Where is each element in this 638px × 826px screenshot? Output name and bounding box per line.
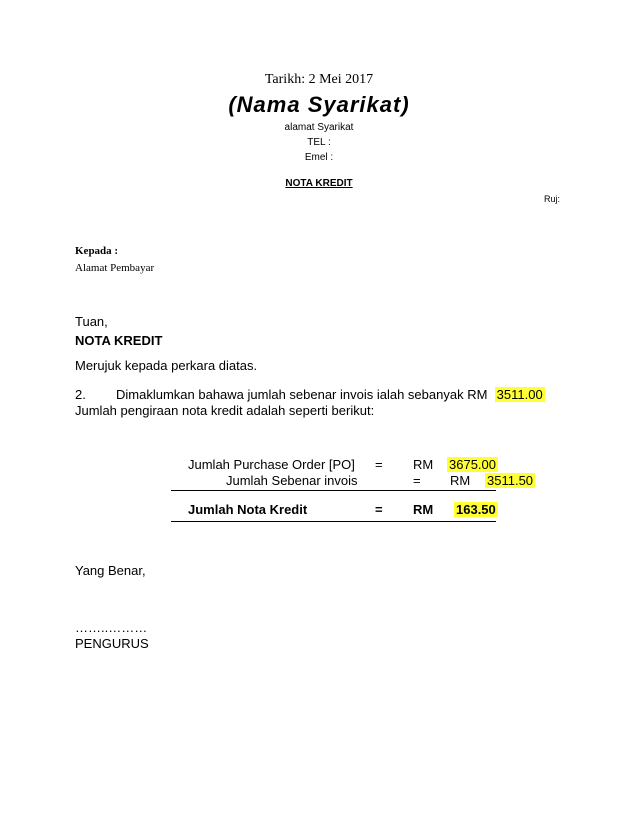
invoice-amount-highlight: 3511.00	[496, 387, 543, 402]
company-tel: TEL :	[307, 137, 331, 148]
company-email: Emel :	[304, 152, 334, 163]
invoice-total-label: Jumlah Sebenar invois	[226, 473, 358, 488]
company-address: alamat Syarikat	[284, 122, 354, 133]
paragraph-2	[116, 387, 545, 402]
closing-regards: Yang Benar,	[75, 563, 146, 578]
po-total-amount: 3675.00	[449, 457, 496, 472]
table-divider-top	[171, 490, 496, 491]
signatory-position: PENGURUS	[75, 636, 149, 651]
salutation: Tuan,	[75, 314, 108, 329]
subject-line: NOTA KREDIT	[75, 333, 163, 348]
invoice-total-equals: =	[413, 473, 421, 488]
paragraph-2-text: Dimaklumkan bahawa jumlah sebenar invois ialah sebanyak RM	[116, 387, 488, 402]
paragraph-number: 2.	[75, 387, 86, 402]
reference-label: Ruj:	[543, 194, 560, 204]
paragraph-2-line-2: Jumlah pengiraan nota kredit adalah seperti berikut:	[75, 403, 375, 418]
table-divider-bottom	[171, 521, 496, 522]
po-total-label: Jumlah Purchase Order [PO]	[188, 457, 355, 472]
invoice-total-currency: RM	[450, 473, 471, 488]
document-title: NOTA KREDIT	[285, 178, 353, 189]
company-name: (Nama Syarikat)	[228, 92, 410, 117]
signature-line: ……..………	[75, 620, 148, 635]
recipient-address: Alamat Pembayar	[75, 262, 155, 274]
credit-note-total-currency: RM	[413, 502, 434, 517]
document-date: Tarikh: 2 Mei 2017	[264, 72, 374, 87]
po-total-equals: =	[375, 457, 383, 472]
recipient-label: Kepada :	[75, 245, 119, 257]
invoice-total-amount: 3511.50	[487, 473, 534, 488]
po-total-currency: RM	[413, 457, 434, 472]
credit-note-total-label: Jumlah Nota Kredit	[188, 502, 308, 517]
credit-note-total-equals: =	[375, 502, 383, 517]
reference-sentence: Merujuk kepada perkara diatas.	[75, 358, 258, 373]
credit-note-total-amount: 163.50	[456, 502, 496, 517]
